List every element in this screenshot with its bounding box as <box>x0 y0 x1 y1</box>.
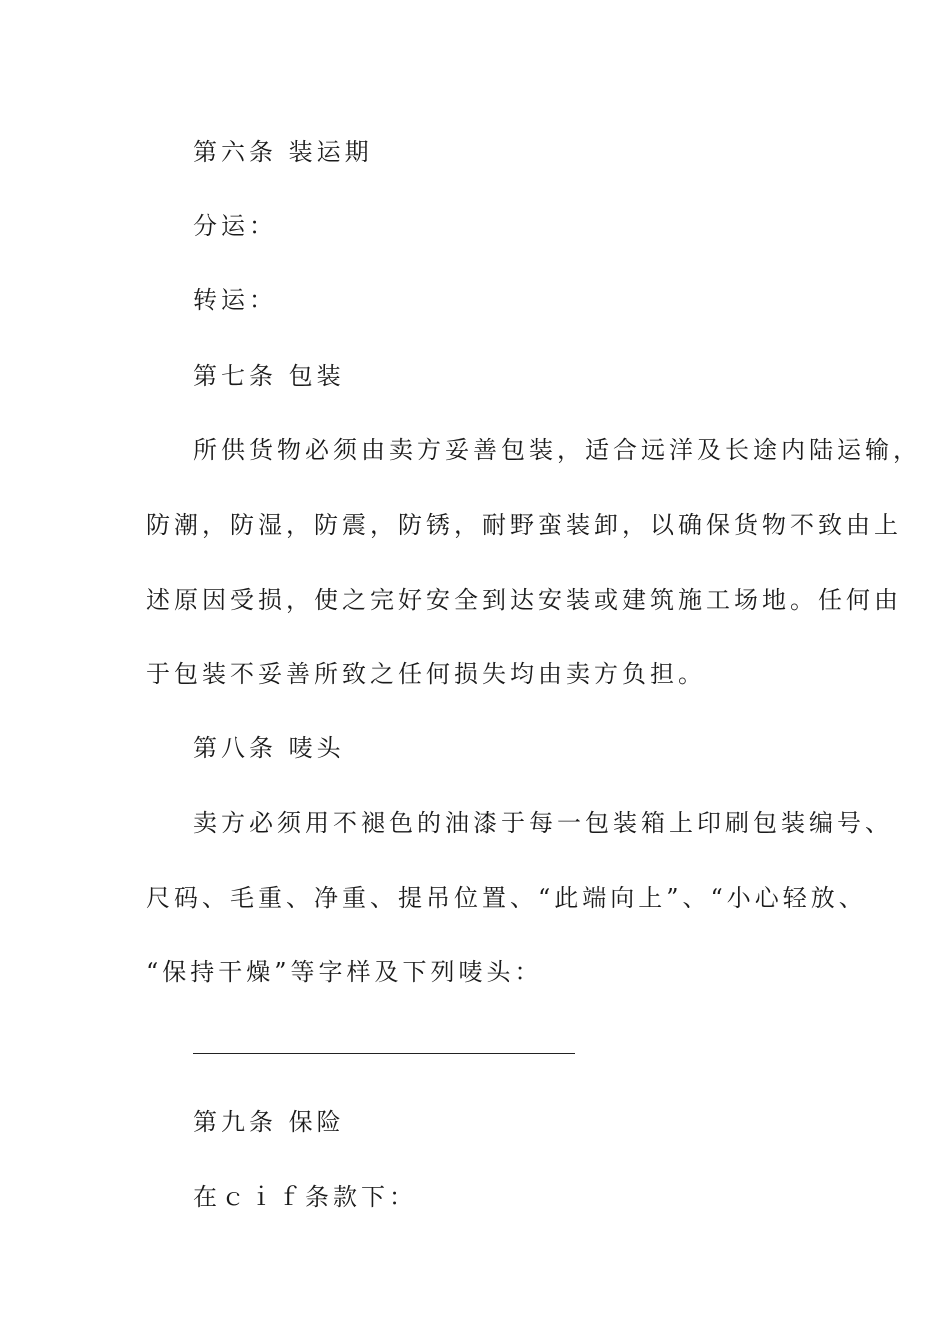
article-7-body-line: 述原因受损，使之完好安全到达安装或建筑施工场地。任何由 <box>146 586 902 614</box>
article-6-heading: 第六条 装运期 <box>193 138 373 166</box>
partial-shipment-label: 分运： <box>193 212 277 240</box>
transshipment-label: 转运： <box>193 286 277 314</box>
article-7-body-line: 防潮，防湿，防震，防锈，耐野蛮装卸，以确保货物不致由上 <box>146 511 902 539</box>
article-7-body-line: 于包装不妥善所致之任何损失均由卖方负担。 <box>146 660 706 688</box>
article-7-heading: 第七条 包装 <box>193 362 345 390</box>
article-8-body-line: “保持干燥”等字样及下列唛头： <box>146 958 543 986</box>
cif-clause-label: 在ｃｉｆ条款下： <box>193 1183 417 1211</box>
article-9-heading: 第九条 保险 <box>193 1108 345 1136</box>
article-8-body-line: 卖方必须用不褪色的油漆于每一包装箱上印刷包装编号、 <box>193 809 893 837</box>
shipping-mark-blank-line <box>193 1053 575 1054</box>
article-8-body-line: 尺码、毛重、净重、提吊位置、“此端向上”、“小心轻放、 <box>146 884 867 912</box>
article-8-heading: 第八条 唛头 <box>193 734 345 762</box>
article-7-body-line: 所供货物必须由卖方妥善包装，适合远洋及长途内陆运输， <box>193 436 921 464</box>
